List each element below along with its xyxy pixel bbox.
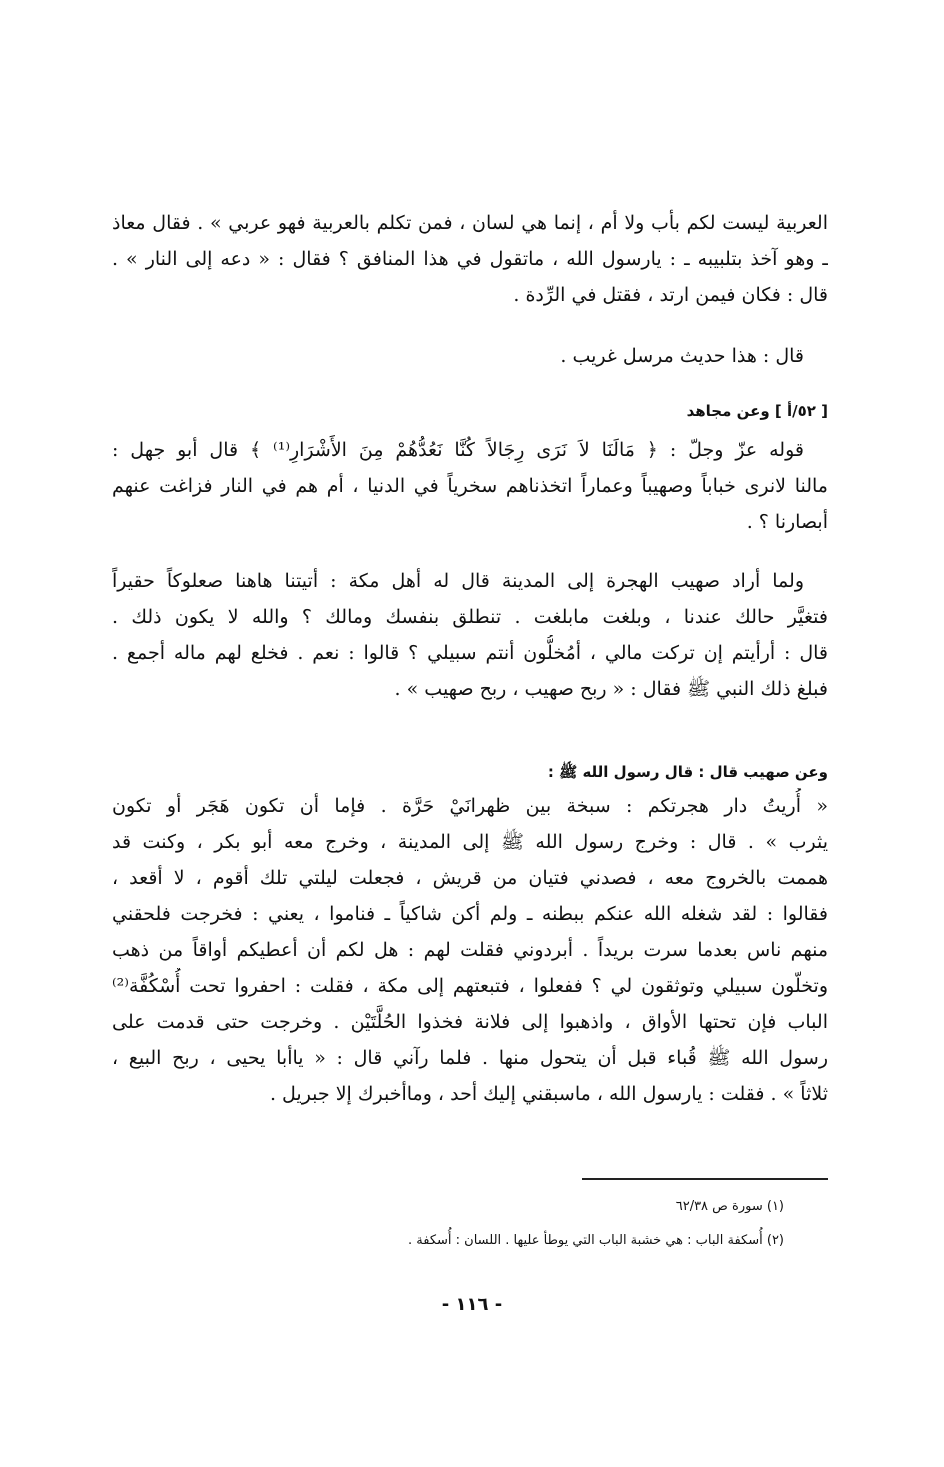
section-heading-mujahid (112, 396, 828, 426)
text-line: هممت بالخروج معه ، فصدني فتيان من قريش ، فجعلت ليلتي تلك أقوم ، لا أقعد ، (112, 867, 828, 889)
text-line: الباب فإن تحتها الأواق ، واذهبوا إلى فلانة فخذوا الحُلَّتَيْن . وخرجت حتى قدمت على (112, 1011, 828, 1033)
text-line: وتخلّون سبيلي وتوثقون لي ؟ ففعلوا ، فتبعتهم إلى مكة ، فقلت : احفروا تحت أُسْكُفَّة⁽²⁾ (112, 975, 828, 997)
text-line: العربية ليست لكم بأب ولا أم ، إنما هي لسان ، فمن تكلم بالعربية فهو عربي » . فقال معاذ (112, 212, 828, 234)
text-line: ولما أراد صهيب الهجرة إلى المدينة قال له أهل مكة : أتيتنا هاهنا صعلوكاً حقيراً (112, 570, 804, 592)
text-line: فقالوا : لقد شغله الله عنكم ببطنه ـ ولم أكن شاكياً ـ فناموا ، يعني : فخرجت فلحقني (112, 903, 828, 925)
text-line: فتغيَّر حالك عندنا ، وبلغت مابلغت . تنطلق بنفسك ومالك ؟ والله لا يكون ذلك . (112, 606, 828, 628)
text-line: قال : أرأيتم إن تركت مالي ، أمُخلُّون أنتم سبيلي ؟ قالوا : نعم . فخلع لهم ماله أجمع . (112, 642, 828, 664)
text-line: ثلاثاً » . فقلت : يارسول الله ، ماسبقني إليك أحد ، وماأخبرك إلا جبريل . (269, 1083, 828, 1105)
text-line: قال : فكان فيمن ارتد ، فقتل في الرِّدة . (513, 284, 828, 306)
text-line: رسول الله ﷺ قُباء قبل أن يتحول منها . فلما رآني قال : « ياأبا يحيى ، ربح البيع ، (112, 1047, 828, 1069)
footnote-separator (582, 1178, 828, 1180)
footnote-1: (١) سورة ص ٦٢/٣٨ (675, 1199, 784, 1214)
paragraph-2 (112, 338, 828, 374)
section-heading: [ ٥٢/أ ] وعن مجاهد (686, 402, 828, 420)
paragraph-5 (112, 788, 828, 1112)
text-line: يثرب » . قال : وخرج رسول الله ﷺ إلى المدينة ، وخرج معه أبو بكر ، وكنت قد (112, 831, 828, 853)
text-line: أبصارنا ؟ . (746, 511, 828, 533)
section-heading: وعن صهيب قال : قال رسول الله ﷺ : (547, 763, 828, 781)
footnote-2: (٢) أُسكفة الباب : هي خشبة الباب التي يوطأ عليها . اللسان : أُسكفة . (408, 1233, 784, 1248)
page-number: - ١١٦ - (441, 1294, 503, 1315)
text-line: مالنا لانرى خباباً وصهيباً وعماراً اتخذناهم سخرياً في الدنيا ، أم هم في النار فزاغت عنهم (112, 475, 828, 497)
paragraph-3 (112, 432, 828, 540)
text-line: قال : هذا حديث مرسل غريب . (560, 345, 804, 367)
text-line: قوله عزّ وجلّ : ﴿ مَالَنَا لاَ نَرَى رِجَالاً كُنَّا نَعُدُّهُمْ مِنَ الأَشْرَارِ⁽¹⁾ ﴾ قال أبو جهل : (112, 439, 804, 461)
paragraph-1 (112, 205, 828, 313)
text-line: « أُريتُ دار هجرتكم : سبخة بين ظهرانَيْ حَرَّة . فإما أن تكون هَجَر أو تكون (112, 795, 828, 817)
text-line: فبلغ ذلك النبي ﷺ فقال : « ربح صهيب ، ربح صهيب » . (394, 678, 828, 700)
paragraph-4 (112, 563, 828, 707)
text-line: منهم ناس بعدما سرت بريداً . أبردوني فقلت لهم : هل لكم أن أعطيكم أواقاً من ذهب (112, 939, 828, 961)
text-line: ـ وهو آخذ بتلبيبه ـ : يارسول الله ، ماتقول في هذا المنافق ؟ فقال : « دعه إلى النار » . (112, 248, 828, 270)
section-heading-suhaib (112, 757, 828, 787)
